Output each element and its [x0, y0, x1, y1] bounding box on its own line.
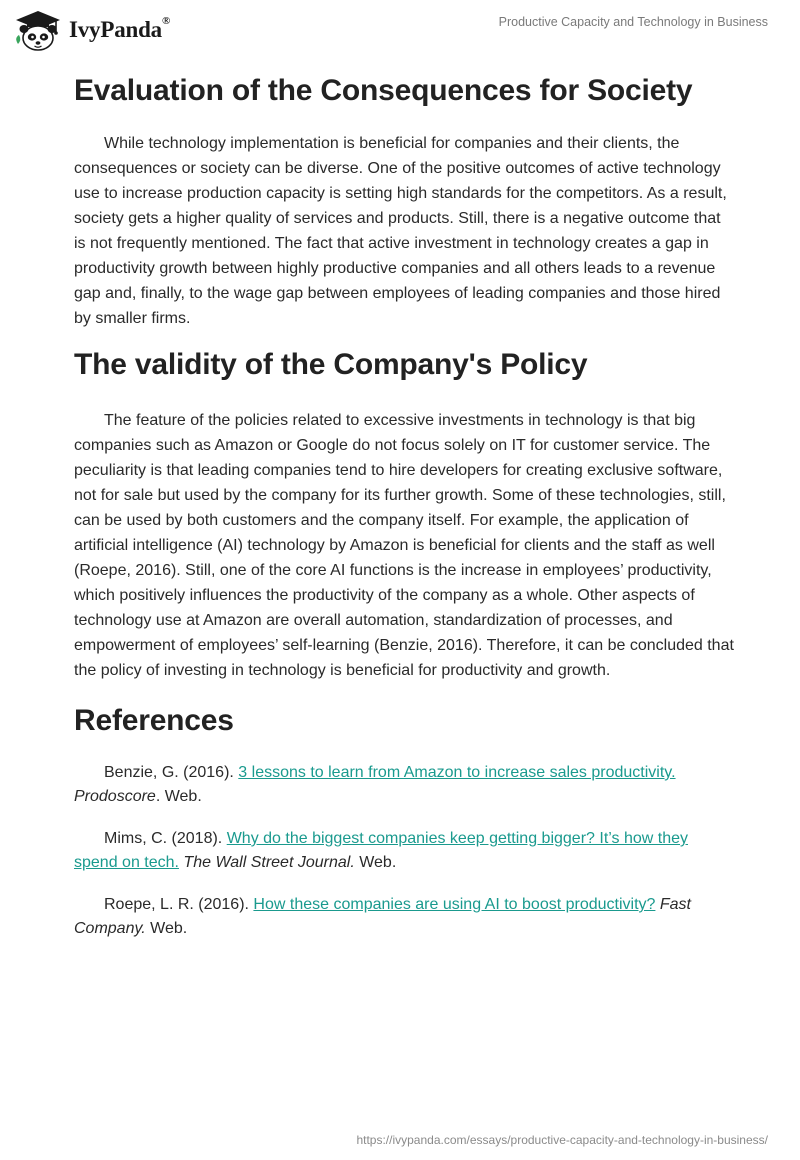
section-heading-consequences: Evaluation of the Consequences for Society: [74, 74, 693, 107]
references-list: [74, 761, 734, 941]
logo[interactable]: [12, 8, 170, 52]
brand-name: IvyPanda®: [69, 15, 171, 42]
page-header: [0, 0, 800, 60]
document-title: Productive Capacity and Technology in Business: [498, 15, 768, 29]
panda-logo-icon: [12, 8, 64, 52]
footer-url[interactable]: https://ivypanda.com/essays/productive-capacity-and-technology-in-business/: [356, 1133, 768, 1147]
reference-item: Roepe, L. R. (2016). How these companies are using AI to boost productivity? Fast Company. Web.: [74, 896, 691, 937]
essay-content: [74, 72, 734, 959]
reference-item: Benzie, G. (2016). 3 lessons to learn from Amazon to increase sales productivity. Prodoscore. Web.: [74, 764, 676, 805]
paragraph-consequences: While technology implementation is beneficial for companies and their clients, the consequences or society can be diverse. One of the positive outcomes of active technology use to increase production capacity is setting high standards for the competitors. As a result, society gets a higher quality of services and products. Still, there is a negative outcome that is not frequently mentioned. The fact that active investment in technology creates a gap in productivity growth between highly productive companies and all others leads to a revenue gap and, finally, to the wage gap between employees of leading companies and those hired by smaller firms.: [74, 135, 727, 327]
reference-link[interactable]: Why do the biggest companies keep getting bigger? It’s how they spend on tech.: [74, 830, 689, 871]
reference-item: Mims, C. (2018). Why do the biggest companies keep getting bigger? It’s how they spend on tech. The Wall Street Journal. Web.: [74, 830, 689, 871]
section-heading-references: References: [74, 704, 234, 737]
reference-link[interactable]: 3 lessons to learn from Amazon to increase sales productivity.: [238, 764, 676, 781]
reference-link[interactable]: How these companies are using AI to boost productivity?: [253, 896, 656, 913]
section-heading-validity: The validity of the Company's Policy: [74, 348, 588, 381]
paragraph-validity: The feature of the policies related to excessive investments in technology is that big companies such as Amazon or Google do not focus solely on IT for customer service. The peculiarity is that leading companies tend to hire developers for creating exclusive software, not for sale but used by the company for its further growth. Some of these technologies, still, can be used by both customers and the company itself. For example, the application of artificial intelligence (AI) technology by Amazon is beneficial for clients and the staff as well (Roepe, 2016). Still, one of the core AI functions is the increase in employees’ productivity, which positively influences the productivity of the company as a whole. Other aspects of technology use at Amazon are overall automation, standardization of processes, and empowerment of employees’ self-learning (Benzie, 2016). Therefore, it can be concluded that the policy of investing in technology is beneficial for productivity and growth.: [74, 412, 734, 679]
